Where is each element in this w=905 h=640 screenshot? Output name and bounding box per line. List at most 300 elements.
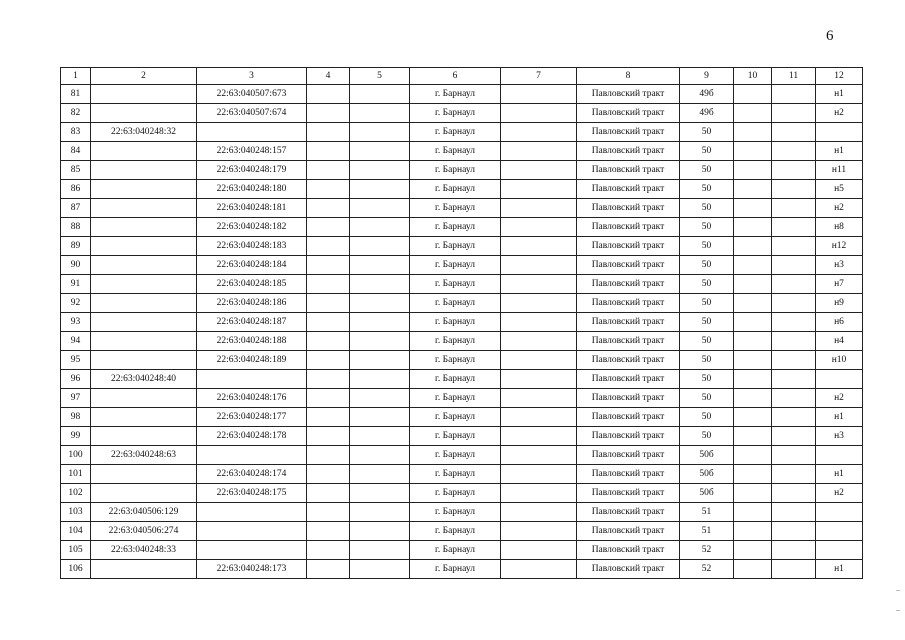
col11-cell — [772, 218, 816, 237]
col4-cell — [307, 427, 350, 446]
col11-cell — [772, 142, 816, 161]
col5-cell — [350, 351, 410, 370]
house-number-cell: 49б — [680, 85, 734, 104]
point-label-cell — [816, 541, 863, 560]
parcel-number-cell — [91, 180, 197, 199]
subparcel-number-cell: 22:63:040248:173 — [197, 560, 307, 579]
col5-cell — [350, 446, 410, 465]
house-number-cell: 50 — [680, 427, 734, 446]
city-cell: г. Барнаул — [410, 332, 501, 351]
column-header: 1 — [61, 68, 91, 85]
col4-cell — [307, 484, 350, 503]
row-number-cell: 84 — [61, 142, 91, 161]
table-row — [61, 351, 863, 370]
subparcel-number-cell: 22:63:040507:674 — [197, 104, 307, 123]
point-label-cell — [816, 370, 863, 389]
point-label-cell: н12 — [816, 237, 863, 256]
table-row — [61, 275, 863, 294]
col7-cell — [501, 465, 577, 484]
city-cell: г. Барнаул — [410, 313, 501, 332]
point-label-cell: н11 — [816, 161, 863, 180]
col7-cell — [501, 503, 577, 522]
col4-cell — [307, 408, 350, 427]
parcel-number-cell — [91, 85, 197, 104]
subparcel-number-cell: 22:63:040248:179 — [197, 161, 307, 180]
street-cell: Павловский тракт — [577, 123, 680, 142]
col7-cell — [501, 294, 577, 313]
table-row — [61, 370, 863, 389]
street-cell: Павловский тракт — [577, 427, 680, 446]
col7-cell — [501, 332, 577, 351]
page-number: 6 — [826, 28, 834, 44]
parcel-number-cell: 22:63:040506:274 — [91, 522, 197, 541]
col4-cell — [307, 142, 350, 161]
row-number-cell: 88 — [61, 218, 91, 237]
col10-cell — [734, 218, 772, 237]
street-cell: Павловский тракт — [577, 522, 680, 541]
col10-cell — [734, 294, 772, 313]
row-number-cell: 99 — [61, 427, 91, 446]
col4-cell — [307, 389, 350, 408]
parcel-number-cell: 22:63:040506:129 — [91, 503, 197, 522]
point-label-cell: н1 — [816, 465, 863, 484]
city-cell: г. Барнаул — [410, 351, 501, 370]
col11-cell — [772, 522, 816, 541]
col4-cell — [307, 85, 350, 104]
col10-cell — [734, 142, 772, 161]
col5-cell — [350, 275, 410, 294]
parcel-number-cell — [91, 484, 197, 503]
row-number-cell: 97 — [61, 389, 91, 408]
col4-cell — [307, 560, 350, 579]
city-cell: г. Барнаул — [410, 104, 501, 123]
city-cell: г. Барнаул — [410, 85, 501, 104]
subparcel-number-cell: 22:63:040507:673 — [197, 85, 307, 104]
col4-cell — [307, 275, 350, 294]
subparcel-number-cell: 22:63:040248:157 — [197, 142, 307, 161]
street-cell: Павловский тракт — [577, 541, 680, 560]
parcel-number-cell: 22:63:040248:63 — [91, 446, 197, 465]
point-label-cell: н3 — [816, 427, 863, 446]
house-number-cell: 52 — [680, 541, 734, 560]
table-row — [61, 199, 863, 218]
col10-cell — [734, 503, 772, 522]
city-cell: г. Барнаул — [410, 389, 501, 408]
parcel-number-cell — [91, 389, 197, 408]
city-cell: г. Барнаул — [410, 465, 501, 484]
table-row — [61, 408, 863, 427]
col4-cell — [307, 237, 350, 256]
point-label-cell — [816, 446, 863, 465]
col4-cell — [307, 351, 350, 370]
table-row — [61, 85, 863, 104]
point-label-cell: н1 — [816, 560, 863, 579]
col10-cell — [734, 275, 772, 294]
point-label-cell: н1 — [816, 85, 863, 104]
subparcel-number-cell — [197, 123, 307, 142]
row-number-cell: 81 — [61, 85, 91, 104]
parcel-number-cell — [91, 294, 197, 313]
house-number-cell: 52 — [680, 560, 734, 579]
house-number-cell: 50 — [680, 389, 734, 408]
col10-cell — [734, 522, 772, 541]
street-cell: Павловский тракт — [577, 313, 680, 332]
point-label-cell: н5 — [816, 180, 863, 199]
row-number-cell: 85 — [61, 161, 91, 180]
col5-cell — [350, 465, 410, 484]
row-number-cell: 101 — [61, 465, 91, 484]
subparcel-number-cell: 22:63:040248:181 — [197, 199, 307, 218]
table-row — [61, 104, 863, 123]
col11-cell — [772, 408, 816, 427]
col7-cell — [501, 370, 577, 389]
parcel-number-cell — [91, 237, 197, 256]
col10-cell — [734, 389, 772, 408]
col11-cell — [772, 503, 816, 522]
table-row — [61, 332, 863, 351]
parcel-number-cell — [91, 275, 197, 294]
col10-cell — [734, 180, 772, 199]
subparcel-number-cell — [197, 503, 307, 522]
point-label-cell: н2 — [816, 104, 863, 123]
col10-cell — [734, 104, 772, 123]
column-header: 11 — [772, 68, 816, 85]
col7-cell — [501, 408, 577, 427]
table-row — [61, 180, 863, 199]
col11-cell — [772, 313, 816, 332]
col11-cell — [772, 237, 816, 256]
row-number-cell: 95 — [61, 351, 91, 370]
col4-cell — [307, 446, 350, 465]
street-cell: Павловский тракт — [577, 199, 680, 218]
column-header: 6 — [410, 68, 501, 85]
col10-cell — [734, 560, 772, 579]
house-number-cell: 50б — [680, 465, 734, 484]
subparcel-number-cell: 22:63:040248:177 — [197, 408, 307, 427]
subparcel-number-cell: 22:63:040248:174 — [197, 465, 307, 484]
subparcel-number-cell: 22:63:040248:186 — [197, 294, 307, 313]
table-row — [61, 465, 863, 484]
row-number-cell: 94 — [61, 332, 91, 351]
street-cell: Павловский тракт — [577, 446, 680, 465]
parcel-number-cell — [91, 408, 197, 427]
parcel-number-cell — [91, 256, 197, 275]
col11-cell — [772, 161, 816, 180]
city-cell: г. Барнаул — [410, 446, 501, 465]
subparcel-number-cell: 22:63:040248:188 — [197, 332, 307, 351]
city-cell: г. Барнаул — [410, 123, 501, 142]
col4-cell — [307, 465, 350, 484]
street-cell: Павловский тракт — [577, 180, 680, 199]
row-number-cell: 86 — [61, 180, 91, 199]
scan-margin-mark — [896, 610, 900, 611]
col7-cell — [501, 560, 577, 579]
row-number-cell: 93 — [61, 313, 91, 332]
subparcel-number-cell: 22:63:040248:183 — [197, 237, 307, 256]
street-cell: Павловский тракт — [577, 370, 680, 389]
col7-cell — [501, 123, 577, 142]
col5-cell — [350, 427, 410, 446]
col5-cell — [350, 389, 410, 408]
point-label-cell: н2 — [816, 484, 863, 503]
col11-cell — [772, 294, 816, 313]
scan-margin-mark — [896, 590, 900, 591]
col5-cell — [350, 161, 410, 180]
point-label-cell: н7 — [816, 275, 863, 294]
house-number-cell: 50 — [680, 161, 734, 180]
col7-cell — [501, 161, 577, 180]
street-cell: Павловский тракт — [577, 484, 680, 503]
col7-cell — [501, 199, 577, 218]
col4-cell — [307, 313, 350, 332]
col7-cell — [501, 218, 577, 237]
parcel-number-cell: 22:63:040248:33 — [91, 541, 197, 560]
col10-cell — [734, 370, 772, 389]
column-header: 3 — [197, 68, 307, 85]
row-number-cell: 104 — [61, 522, 91, 541]
subparcel-number-cell: 22:63:040248:176 — [197, 389, 307, 408]
city-cell: г. Барнаул — [410, 180, 501, 199]
column-header: 12 — [816, 68, 863, 85]
house-number-cell: 50 — [680, 313, 734, 332]
column-header: 8 — [577, 68, 680, 85]
point-label-cell: н3 — [816, 256, 863, 275]
col11-cell — [772, 123, 816, 142]
table-row — [61, 484, 863, 503]
col10-cell — [734, 446, 772, 465]
point-label-cell: н1 — [816, 142, 863, 161]
col10-cell — [734, 199, 772, 218]
parcel-number-cell — [91, 161, 197, 180]
col10-cell — [734, 541, 772, 560]
col11-cell — [772, 446, 816, 465]
point-label-cell: н4 — [816, 332, 863, 351]
table-row — [61, 446, 863, 465]
street-cell: Павловский тракт — [577, 161, 680, 180]
point-label-cell: н9 — [816, 294, 863, 313]
col5-cell — [350, 408, 410, 427]
city-cell: г. Барнаул — [410, 142, 501, 161]
col7-cell — [501, 85, 577, 104]
column-header: 5 — [350, 68, 410, 85]
column-header: 10 — [734, 68, 772, 85]
col4-cell — [307, 199, 350, 218]
parcel-number-cell — [91, 465, 197, 484]
col7-cell — [501, 389, 577, 408]
land-register-table — [60, 67, 863, 579]
point-label-cell: н2 — [816, 199, 863, 218]
parcel-number-cell — [91, 199, 197, 218]
col7-cell — [501, 142, 577, 161]
col4-cell — [307, 332, 350, 351]
col10-cell — [734, 85, 772, 104]
street-cell: Павловский тракт — [577, 294, 680, 313]
house-number-cell: 51 — [680, 522, 734, 541]
point-label-cell: н8 — [816, 218, 863, 237]
col11-cell — [772, 389, 816, 408]
city-cell: г. Барнаул — [410, 503, 501, 522]
table-row — [61, 123, 863, 142]
col7-cell — [501, 522, 577, 541]
city-cell: г. Барнаул — [410, 484, 501, 503]
col11-cell — [772, 332, 816, 351]
col4-cell — [307, 123, 350, 142]
street-cell: Павловский тракт — [577, 218, 680, 237]
city-cell: г. Барнаул — [410, 294, 501, 313]
parcel-number-cell — [91, 332, 197, 351]
col4-cell — [307, 256, 350, 275]
row-number-cell: 103 — [61, 503, 91, 522]
col5-cell — [350, 104, 410, 123]
table-row — [61, 256, 863, 275]
col5-cell — [350, 313, 410, 332]
street-cell: Павловский тракт — [577, 237, 680, 256]
city-cell: г. Барнаул — [410, 541, 501, 560]
row-number-cell: 90 — [61, 256, 91, 275]
row-number-cell: 82 — [61, 104, 91, 123]
house-number-cell: 50б — [680, 446, 734, 465]
point-label-cell — [816, 522, 863, 541]
subparcel-number-cell: 22:63:040248:184 — [197, 256, 307, 275]
col7-cell — [501, 313, 577, 332]
table-body — [61, 85, 863, 579]
col4-cell — [307, 503, 350, 522]
col7-cell — [501, 427, 577, 446]
col7-cell — [501, 275, 577, 294]
street-cell: Павловский тракт — [577, 503, 680, 522]
city-cell: г. Барнаул — [410, 427, 501, 446]
street-cell: Павловский тракт — [577, 275, 680, 294]
col10-cell — [734, 484, 772, 503]
col10-cell — [734, 313, 772, 332]
point-label-cell: н10 — [816, 351, 863, 370]
column-header: 2 — [91, 68, 197, 85]
col10-cell — [734, 123, 772, 142]
col11-cell — [772, 484, 816, 503]
col5-cell — [350, 199, 410, 218]
col5-cell — [350, 332, 410, 351]
point-label-cell: н6 — [816, 313, 863, 332]
col10-cell — [734, 351, 772, 370]
parcel-number-cell — [91, 313, 197, 332]
house-number-cell: 50 — [680, 256, 734, 275]
col11-cell — [772, 104, 816, 123]
col5-cell — [350, 123, 410, 142]
city-cell: г. Барнаул — [410, 275, 501, 294]
subparcel-number-cell — [197, 370, 307, 389]
street-cell: Павловский тракт — [577, 332, 680, 351]
parcel-number-cell — [91, 218, 197, 237]
col5-cell — [350, 503, 410, 522]
col4-cell — [307, 522, 350, 541]
col11-cell — [772, 275, 816, 294]
table-header-row — [61, 68, 863, 85]
col5-cell — [350, 85, 410, 104]
table-row — [61, 161, 863, 180]
column-header: 4 — [307, 68, 350, 85]
col10-cell — [734, 237, 772, 256]
col7-cell — [501, 484, 577, 503]
subparcel-number-cell: 22:63:040248:185 — [197, 275, 307, 294]
col5-cell — [350, 256, 410, 275]
col5-cell — [350, 142, 410, 161]
col11-cell — [772, 427, 816, 446]
street-cell: Павловский тракт — [577, 104, 680, 123]
col11-cell — [772, 180, 816, 199]
parcel-number-cell: 22:63:040248:32 — [91, 123, 197, 142]
table-row — [61, 560, 863, 579]
city-cell: г. Барнаул — [410, 522, 501, 541]
parcel-number-cell: 22:63:040248:40 — [91, 370, 197, 389]
city-cell: г. Барнаул — [410, 161, 501, 180]
table-row — [61, 427, 863, 446]
house-number-cell: 50 — [680, 123, 734, 142]
column-header: 7 — [501, 68, 577, 85]
street-cell: Павловский тракт — [577, 560, 680, 579]
city-cell: г. Барнаул — [410, 370, 501, 389]
col4-cell — [307, 218, 350, 237]
street-cell: Павловский тракт — [577, 351, 680, 370]
col7-cell — [501, 180, 577, 199]
col7-cell — [501, 256, 577, 275]
house-number-cell: 50 — [680, 142, 734, 161]
table-row — [61, 218, 863, 237]
house-number-cell: 50б — [680, 484, 734, 503]
table-row — [61, 541, 863, 560]
table-row — [61, 237, 863, 256]
table-row — [61, 503, 863, 522]
row-number-cell: 105 — [61, 541, 91, 560]
col4-cell — [307, 180, 350, 199]
parcel-number-cell — [91, 104, 197, 123]
street-cell: Павловский тракт — [577, 256, 680, 275]
row-number-cell: 89 — [61, 237, 91, 256]
house-number-cell: 50 — [680, 408, 734, 427]
row-number-cell: 102 — [61, 484, 91, 503]
subparcel-number-cell — [197, 446, 307, 465]
point-label-cell — [816, 123, 863, 142]
col11-cell — [772, 256, 816, 275]
col10-cell — [734, 332, 772, 351]
city-cell: г. Барнаул — [410, 218, 501, 237]
row-number-cell: 100 — [61, 446, 91, 465]
col5-cell — [350, 484, 410, 503]
col7-cell — [501, 351, 577, 370]
house-number-cell: 50 — [680, 332, 734, 351]
col10-cell — [734, 427, 772, 446]
subparcel-number-cell: 22:63:040248:182 — [197, 218, 307, 237]
col4-cell — [307, 104, 350, 123]
city-cell: г. Барнаул — [410, 256, 501, 275]
col5-cell — [350, 560, 410, 579]
house-number-cell: 50 — [680, 180, 734, 199]
col10-cell — [734, 465, 772, 484]
row-number-cell: 91 — [61, 275, 91, 294]
house-number-cell: 50 — [680, 370, 734, 389]
col11-cell — [772, 465, 816, 484]
col5-cell — [350, 218, 410, 237]
col11-cell — [772, 85, 816, 104]
point-label-cell: н1 — [816, 408, 863, 427]
row-number-cell: 92 — [61, 294, 91, 313]
subparcel-number-cell — [197, 541, 307, 560]
street-cell: Павловский тракт — [577, 408, 680, 427]
col5-cell — [350, 237, 410, 256]
col5-cell — [350, 180, 410, 199]
street-cell: Павловский тракт — [577, 85, 680, 104]
point-label-cell: н2 — [816, 389, 863, 408]
house-number-cell: 50 — [680, 294, 734, 313]
